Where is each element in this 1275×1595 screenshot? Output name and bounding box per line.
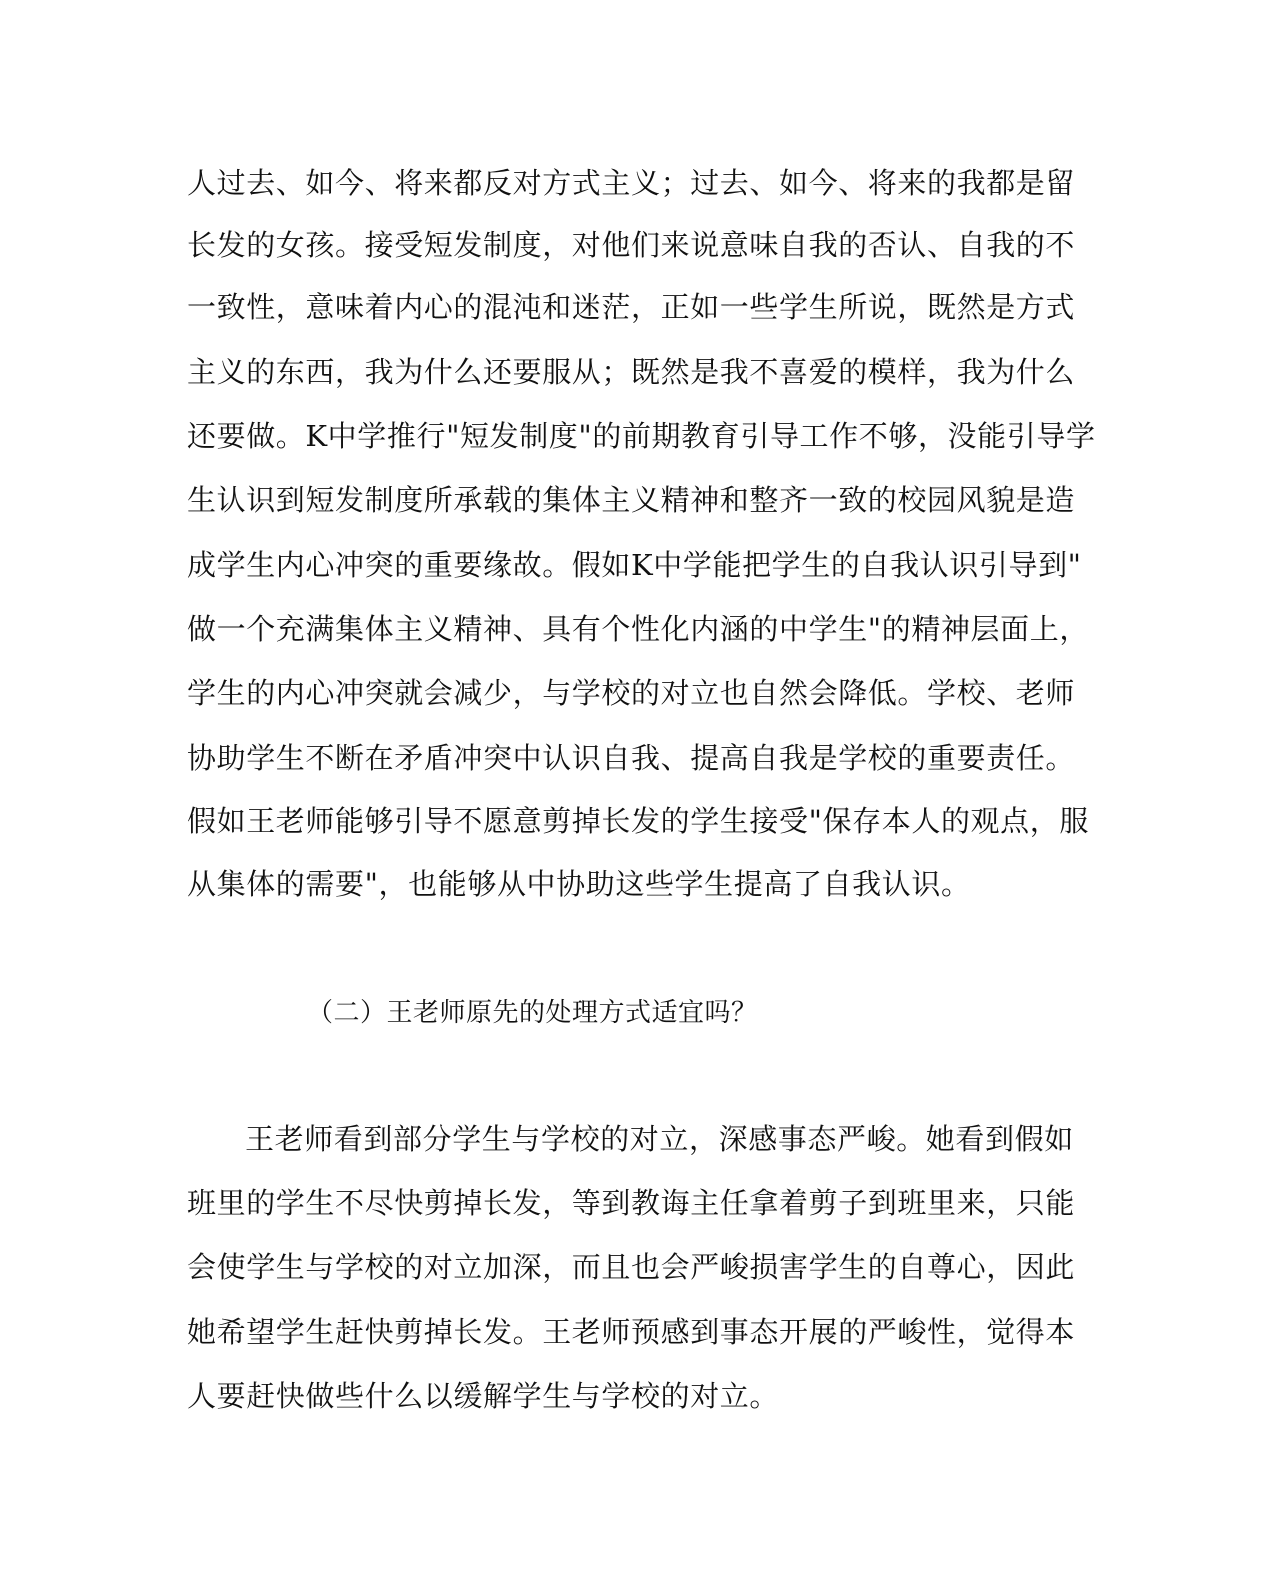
paragraph-line: 学生的内心冲突就会减少，与学校的对立也自然会降低。学校、老师 — [187, 676, 1076, 710]
section-heading: （二）王老师原先的处理方式适宜吗？ — [307, 998, 758, 1028]
paragraph-line: 王老师看到部分学生与学校的对立，深感事态严峻。她看到假如 — [245, 1122, 1074, 1156]
paragraph-line: 还要做。K中学推行"短发制度"的前期教育引导工作不够，没能引导学 — [187, 419, 1096, 453]
paragraph-line: 长发的女孩。接受短发制度，对他们来说意味自我的否认、自我的不 — [187, 228, 1076, 262]
paragraph-line: 从集体的需要"，也能够从中协助这些学生提高了自我认识。 — [187, 867, 971, 901]
paragraph-line: 会使学生与学校的对立加深，而且也会严峻损害学生的自尊心，因此 — [187, 1250, 1076, 1284]
paragraph-line: 一致性，意味着内心的混沌和迷茫，正如一些学生所说，既然是方式 — [187, 290, 1076, 324]
paragraph-line: 做一个充满集体主义精神、具有个性化内涵的中学生"的精神层面上， — [187, 612, 1089, 646]
paragraph-line: 她希望学生赶快剪掉长发。王老师预感到事态开展的严峻性，觉得本 — [187, 1315, 1076, 1349]
paragraph-line: 人过去、如今、将来都反对方式主义；过去、如今、将来的我都是留 — [187, 166, 1076, 200]
paragraph-line: 人要赶快做些什么以缓解学生与学校的对立。 — [187, 1379, 780, 1413]
paragraph-line: 协助学生不断在矛盾冲突中认识自我、提高自我是学校的重要责任。 — [187, 741, 1076, 775]
paragraph-line: 主义的东西，我为什么还要服从；既然是我不喜爱的模样，我为什么 — [187, 355, 1076, 389]
paragraph-line: 假如王老师能够引导不愿意剪掉长发的学生接受"保存本人的观点，服 — [187, 804, 1089, 838]
paragraph-line: 成学生内心冲突的重要缘故。假如K中学能把学生的自我认识引导到" — [187, 548, 1082, 582]
paragraph-line: 班里的学生不尽快剪掉长发，等到教诲主任拿着剪子到班里来，只能 — [187, 1186, 1076, 1220]
paragraph-line: 生认识到短发制度所承载的集体主义精神和整齐一致的校园风貌是造 — [187, 483, 1076, 517]
